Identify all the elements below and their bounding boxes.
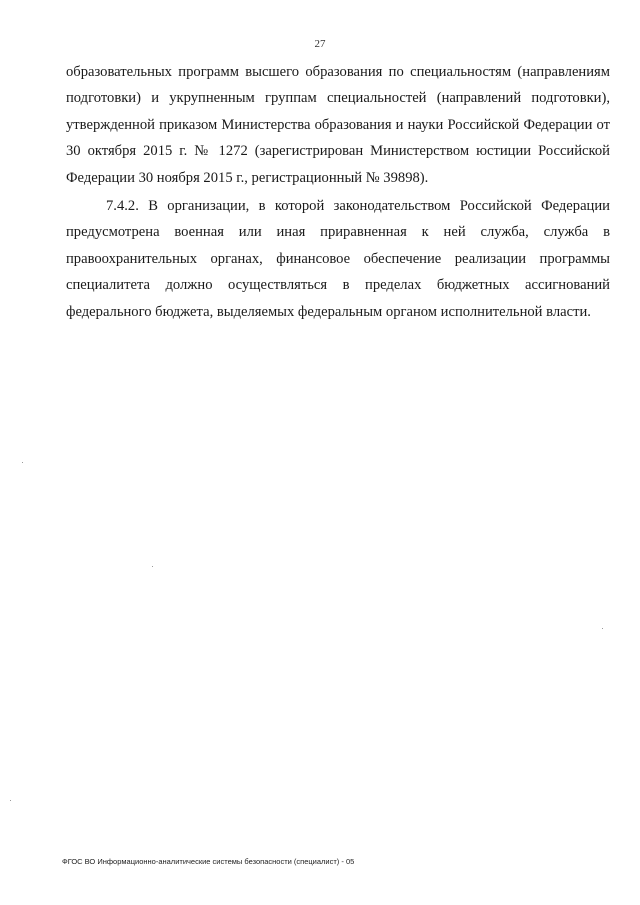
paragraph-7-4-2: 7.4.2. В организации, в которой законодательством Российской Федерации предусмотрена военная или иная приравненная к ней служба, служба в правоохранительных органах, финансовое обеспечение реализации программы специалитета должно осуществляться в пределах бюджетных ассигнований федерального бюджета, выделяемых федеральным органом исполнительной власти. — [66, 198, 610, 320]
page-body — [66, 59, 610, 325]
scan-speck — [152, 566, 153, 567]
footer-caption: ФГОС ВО Информационно-аналитические системы безопасности (специалист) - 05 — [62, 857, 355, 866]
page-number: 27 — [314, 38, 326, 50]
scan-speck — [10, 800, 11, 801]
scan-speck — [22, 462, 23, 463]
paragraph-continuation: образовательных программ высшего образования по специальностям (направлениям подготовки) и укрупненным группам специальностей (направлений подготовки), утвержденной приказом Министерства образования и науки Российской Федерации от 30 октября 2015 г. № 1272 (зарегистрирован Министерством юстиции Российской Федерации 30 ноября 2015 г., регистрационный № 39898). — [66, 64, 610, 186]
scan-speck — [602, 628, 603, 629]
